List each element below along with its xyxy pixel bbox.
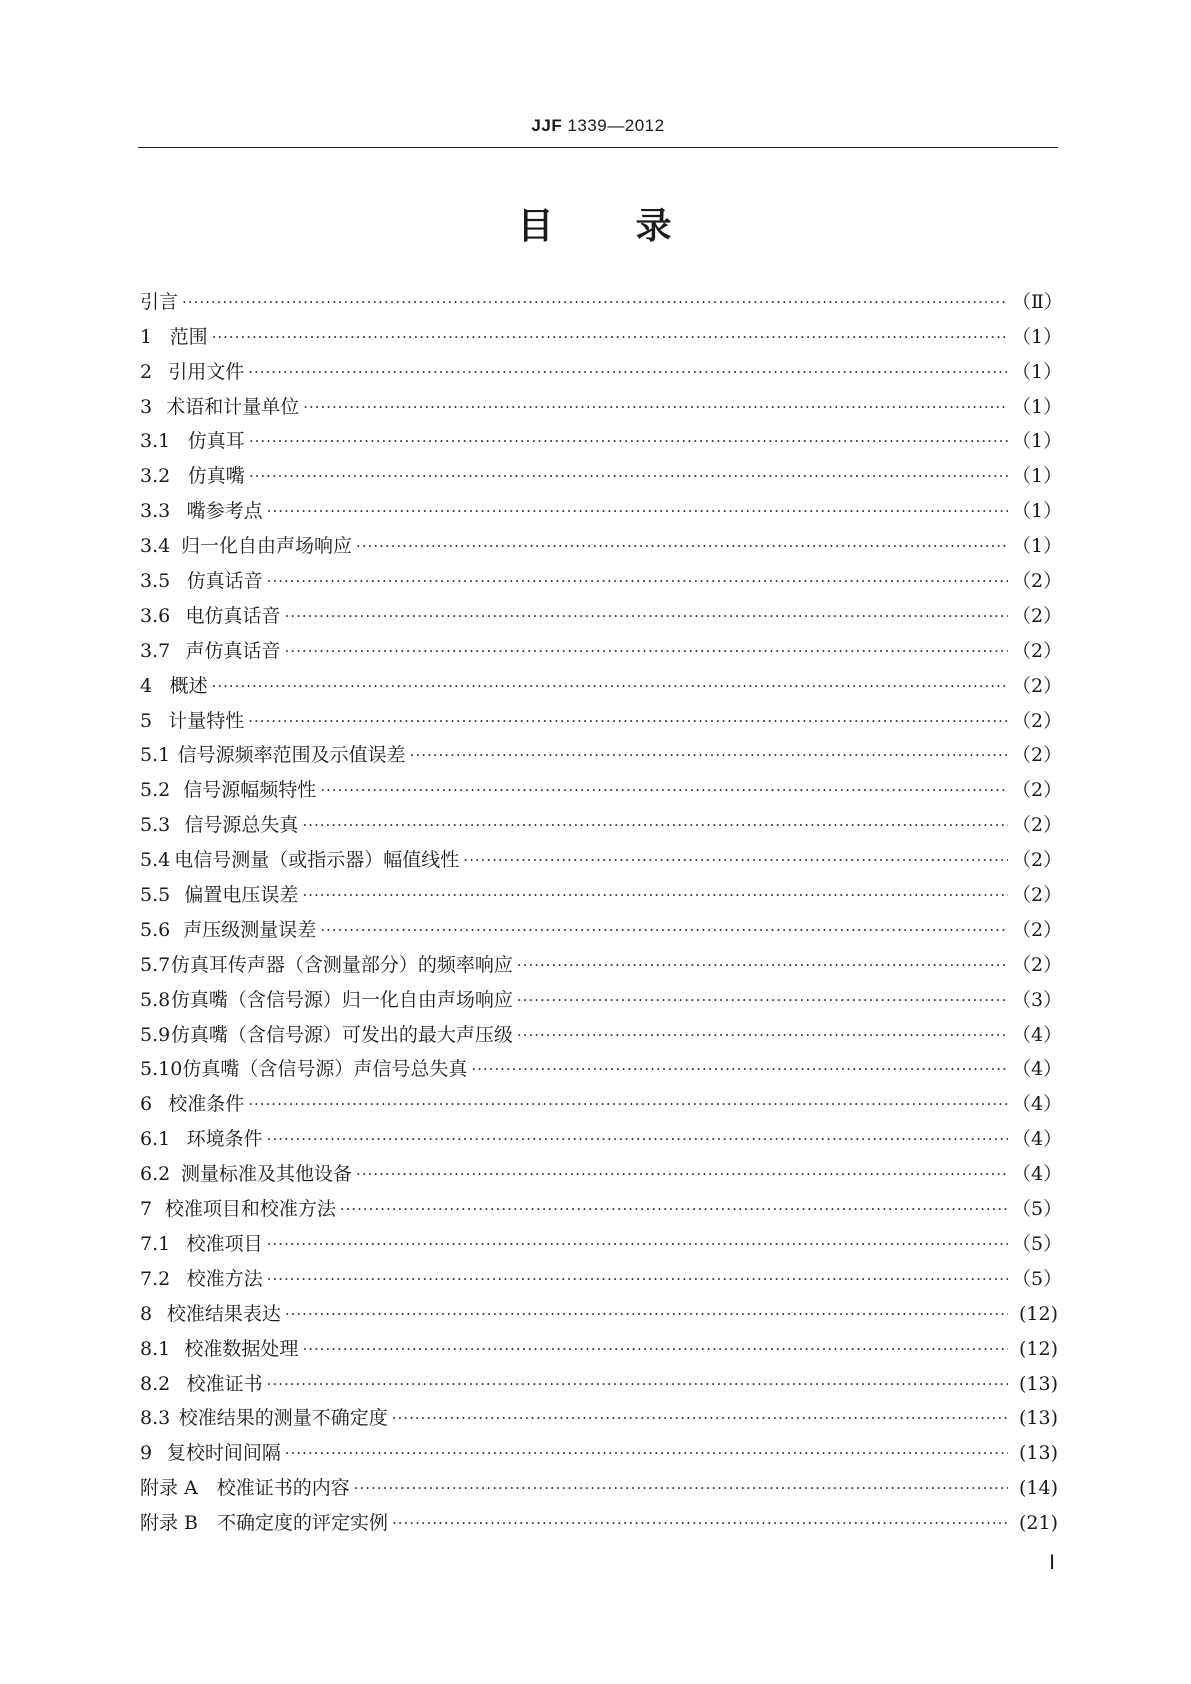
toc-entry-label: 信号源幅频特性 [183, 779, 317, 802]
toc-entry-label: 信号源频率范围及示值误差 [177, 744, 406, 767]
toc-entry-number: 3.1 [140, 430, 171, 453]
toc-entry[interactable] [140, 1429, 1058, 1464]
toc-entry-label: 环境条件 [186, 1128, 263, 1151]
toc-leader-dots [285, 1303, 1008, 1325]
toc-entry-page: （Ⅱ） [1012, 290, 1063, 313]
toc-entry-label: 附录 B 不确定度的评定实例 [140, 1512, 389, 1535]
title-char-2: 录 [635, 206, 674, 247]
toc-entry-label: 电信号测量（或指示器）幅值线性 [174, 849, 460, 872]
toc-entry-page: （1） [1012, 395, 1063, 418]
toc-leader-dots [249, 465, 1008, 487]
toc-leader-dots [182, 291, 1008, 313]
standard-code: JJF [531, 116, 563, 135]
toc-entry-label: 校准结果的测量不确定度 [178, 1407, 388, 1430]
toc-entry-number: 5.2 [140, 779, 171, 802]
standard-number: 1339—2012 [567, 116, 665, 135]
toc-entry[interactable] [140, 801, 1063, 837]
toc-entry-label: 范围 [169, 325, 208, 348]
toc-entry-label: 仿真嘴（含信号源）声信号总失真 [182, 1058, 468, 1081]
page-header [138, 116, 1058, 136]
toc-entry-page: （1） [1012, 535, 1063, 558]
toc-leader-dots [354, 1477, 1008, 1499]
toc-entry-number: 8.3 [140, 1407, 171, 1430]
toc-entry-page: （2） [1012, 639, 1063, 662]
toc-entry[interactable] [140, 1080, 1063, 1116]
toc-entry-page: (14) [1018, 1477, 1058, 1500]
toc-entry-page: （2） [1012, 814, 1063, 837]
toc-entry-number: 3.7 [140, 639, 171, 662]
toc-entry-number: 6 [140, 1093, 153, 1116]
toc-entry-number: 4 [140, 674, 153, 697]
toc-entry-number: 5.9 [140, 1023, 171, 1046]
toc-entry-label: 引言 [140, 290, 179, 313]
toc-entry-label: 信号源总失真 [184, 814, 299, 837]
toc-entry[interactable] [140, 1011, 1063, 1046]
page-title [0, 198, 1191, 249]
toc-leader-dots [267, 570, 1008, 592]
toc-entry-number: 5.10 [140, 1058, 183, 1081]
toc-leader-dots [392, 1407, 1008, 1429]
toc-leader-dots [302, 1338, 1008, 1360]
toc-entry-label: 校准证书 [186, 1372, 263, 1395]
toc-entry[interactable] [140, 941, 1063, 976]
toc-entry-label: 偏置电压误差 [184, 884, 299, 907]
toc-leader-dots [267, 1373, 1008, 1395]
toc-entry-number: 3.4 [140, 535, 171, 558]
toc-leader-dots [517, 1024, 1008, 1046]
toc-entry-label: 引用文件 [168, 360, 245, 383]
toc-leader-dots [302, 884, 1008, 906]
toc-entry-number: 5.7 [140, 953, 171, 976]
toc-leader-dots [212, 675, 1008, 697]
toc-entry-number: 7.1 [140, 1232, 171, 1255]
toc-leader-dots [302, 814, 1008, 836]
toc-leader-dots [517, 989, 1008, 1011]
toc-entry[interactable] [140, 871, 1063, 907]
toc-entry-page: (13) [1018, 1442, 1058, 1465]
toc-entry[interactable] [140, 1499, 1058, 1534]
toc-entry-page: （1） [1012, 430, 1063, 453]
toc-leader-dots [340, 1198, 1008, 1220]
toc-leader-dots [410, 744, 1008, 766]
toc-leader-dots [248, 361, 1008, 383]
toc-entry-label: 仿真嘴（含信号源）归一化自由声场响应 [170, 988, 513, 1011]
toc-entry-page: （1） [1012, 325, 1063, 348]
toc-entry[interactable] [140, 732, 1063, 767]
toc-entry-page: （2） [1012, 674, 1063, 697]
toc-entry-label: 声压级测量误差 [183, 918, 317, 941]
toc-entry-page: （5） [1012, 1198, 1063, 1221]
toc-entry-label: 校准条件 [168, 1093, 245, 1116]
toc-entry-number: 7 [140, 1198, 153, 1221]
toc-entry[interactable] [140, 766, 1063, 802]
toc-entry-page: （4） [1012, 1023, 1063, 1046]
toc-entry[interactable] [140, 1464, 1058, 1499]
toc-entry-number: 8.2 [140, 1372, 171, 1395]
toc-entry-label: 仿真嘴 [187, 465, 245, 488]
toc-leader-dots [267, 500, 1008, 522]
toc-entry-number: 5.8 [140, 988, 171, 1011]
toc-leader-dots [517, 954, 1008, 976]
toc-entry-label: 计量特性 [168, 709, 245, 732]
toc-entry-label: 电仿真话音 [185, 604, 281, 627]
toc-leader-dots [356, 535, 1008, 557]
toc-entry[interactable] [140, 313, 1063, 348]
toc-entry-page: （2） [1012, 744, 1063, 767]
toc-entry-page: (13) [1018, 1372, 1058, 1395]
header-rule [138, 147, 1058, 148]
toc-leader-dots [267, 1128, 1008, 1150]
toc-entry[interactable] [140, 1185, 1063, 1221]
toc-entry-number: 3.3 [140, 500, 171, 523]
toc-entry-label: 仿真嘴（含信号源）可发出的最大声压级 [170, 1023, 513, 1046]
toc-entry-number: 6.2 [140, 1163, 171, 1186]
toc-entry[interactable] [140, 1325, 1058, 1360]
toc-entry-page: （2） [1012, 709, 1063, 732]
toc-entry[interactable] [140, 697, 1063, 732]
toc-entry-page: （4） [1012, 1163, 1063, 1186]
toc-entry-number: 3.6 [140, 604, 171, 627]
toc-leader-dots [303, 396, 1008, 418]
toc-entry[interactable] [140, 592, 1063, 627]
toc-entry[interactable] [140, 1150, 1063, 1186]
toc-leader-dots [249, 430, 1008, 452]
toc-entry-number: 5.1 [140, 744, 171, 767]
toc-entry-page: （2） [1012, 604, 1063, 627]
toc-leader-dots [212, 326, 1008, 348]
toc-entry-page: （5） [1012, 1267, 1063, 1290]
toc-entry-label: 仿真耳 [187, 430, 245, 453]
toc-entry-number: 3.5 [140, 570, 171, 593]
toc-entry-label: 校准方法 [186, 1267, 263, 1290]
toc-entry[interactable] [140, 452, 1063, 488]
toc-entry[interactable] [140, 487, 1063, 523]
toc-entry-number: 5.6 [140, 918, 171, 941]
toc-entry-label: 测量标准及其他设备 [181, 1163, 353, 1186]
toc-entry-page: （4） [1012, 1058, 1063, 1081]
toc-entry-number: 3 [140, 395, 153, 418]
toc-leader-dots [285, 1442, 1008, 1464]
toc-entry[interactable] [140, 278, 1063, 313]
toc-entry-number: 5 [140, 709, 153, 732]
toc-entry-label: 校准数据处理 [184, 1337, 299, 1360]
toc-leader-dots [320, 779, 1008, 801]
toc-leader-dots [285, 605, 1008, 627]
toc-entry-number: 5.4 [140, 849, 171, 872]
toc-entry[interactable] [140, 1115, 1063, 1151]
toc-entry-number: 2 [140, 360, 153, 383]
toc-entry-number: 7.2 [140, 1267, 171, 1290]
toc-entry-page: (12) [1018, 1337, 1058, 1360]
toc-entry-label: 校准项目 [186, 1232, 263, 1255]
toc-leader-dots [248, 710, 1008, 732]
toc-entry-number: 8 [140, 1302, 153, 1325]
toc-leader-dots [356, 1163, 1008, 1185]
toc-entry-number: 6.1 [140, 1128, 171, 1151]
toc-entry[interactable] [140, 348, 1063, 383]
toc-entry[interactable] [140, 522, 1063, 558]
toc-entry[interactable] [140, 1395, 1058, 1430]
table-of-contents [140, 278, 1063, 1535]
toc-entry-page: （1） [1012, 500, 1063, 523]
toc-entry[interactable] [140, 906, 1063, 941]
toc-entry-label: 仿真耳传声器（含测量部分）的频率响应 [170, 953, 513, 976]
toc-entry[interactable] [140, 383, 1063, 418]
toc-entry[interactable] [140, 976, 1063, 1011]
toc-entry-page: （3） [1012, 988, 1063, 1011]
toc-entry-label: 概述 [169, 674, 208, 697]
toc-entry-page: (21) [1018, 1512, 1058, 1535]
toc-leader-dots [267, 1233, 1008, 1255]
toc-entry[interactable] [140, 418, 1063, 453]
toc-entry-number: 3.2 [140, 465, 171, 488]
toc-entry-number: 5.3 [140, 814, 171, 837]
toc-entry-number: 9 [140, 1442, 153, 1465]
toc-entry[interactable] [140, 1360, 1058, 1395]
toc-leader-dots [267, 1268, 1008, 1290]
toc-entry-label: 声仿真话音 [185, 639, 281, 662]
toc-entry[interactable] [140, 662, 1063, 697]
toc-entry[interactable] [140, 557, 1063, 593]
toc-entry-label: 术语和计量单位 [166, 395, 300, 418]
toc-entry-page: （5） [1012, 1232, 1063, 1255]
toc-entry-page: （2） [1012, 779, 1063, 802]
toc-leader-dots [392, 1512, 1008, 1534]
toc-entry-number: 1 [140, 325, 153, 348]
toc-leader-dots [285, 640, 1008, 662]
toc-entry-page: (12) [1018, 1302, 1058, 1325]
toc-entry-page: （2） [1012, 884, 1063, 907]
toc-entry[interactable] [140, 836, 1063, 872]
toc-entry-page: （1） [1012, 360, 1063, 383]
toc-entry-page: （1） [1012, 465, 1063, 488]
toc-entry-label: 嘴参考点 [186, 500, 263, 523]
toc-entry-page: (13) [1018, 1407, 1058, 1430]
toc-entry[interactable] [140, 1046, 1063, 1081]
toc-entry-label: 归一化自由声场响应 [181, 535, 353, 558]
toc-entry-page: （2） [1012, 953, 1063, 976]
toc-entry-page: （4） [1012, 1093, 1063, 1116]
toc-entry-label: 仿真话音 [186, 570, 263, 593]
toc-entry-number: 8.1 [140, 1337, 171, 1360]
toc-entry-page: （2） [1012, 918, 1063, 941]
toc-entry[interactable] [140, 1220, 1063, 1255]
toc-leader-dots [248, 1093, 1008, 1115]
toc-entry-page: （2） [1012, 849, 1063, 872]
toc-entry[interactable] [140, 1255, 1063, 1290]
toc-entry-label: 复校时间间隔 [166, 1442, 281, 1465]
toc-entry-page: （4） [1012, 1128, 1063, 1151]
toc-leader-dots [320, 919, 1008, 941]
toc-entry[interactable] [140, 1290, 1058, 1325]
toc-entry-label: 附录 A 校准证书的内容 [140, 1477, 350, 1500]
toc-entry-label: 校准结果表达 [166, 1302, 281, 1325]
title-char-1: 目 [517, 206, 556, 247]
toc-entry-number: 5.5 [140, 884, 171, 907]
toc-entry-page: （2） [1012, 570, 1063, 593]
toc-entry-label: 校准项目和校准方法 [164, 1198, 336, 1221]
toc-entry[interactable] [140, 627, 1063, 662]
page-number: Ⅰ [1049, 1552, 1055, 1574]
toc-leader-dots [463, 849, 1008, 871]
toc-leader-dots [471, 1058, 1008, 1080]
